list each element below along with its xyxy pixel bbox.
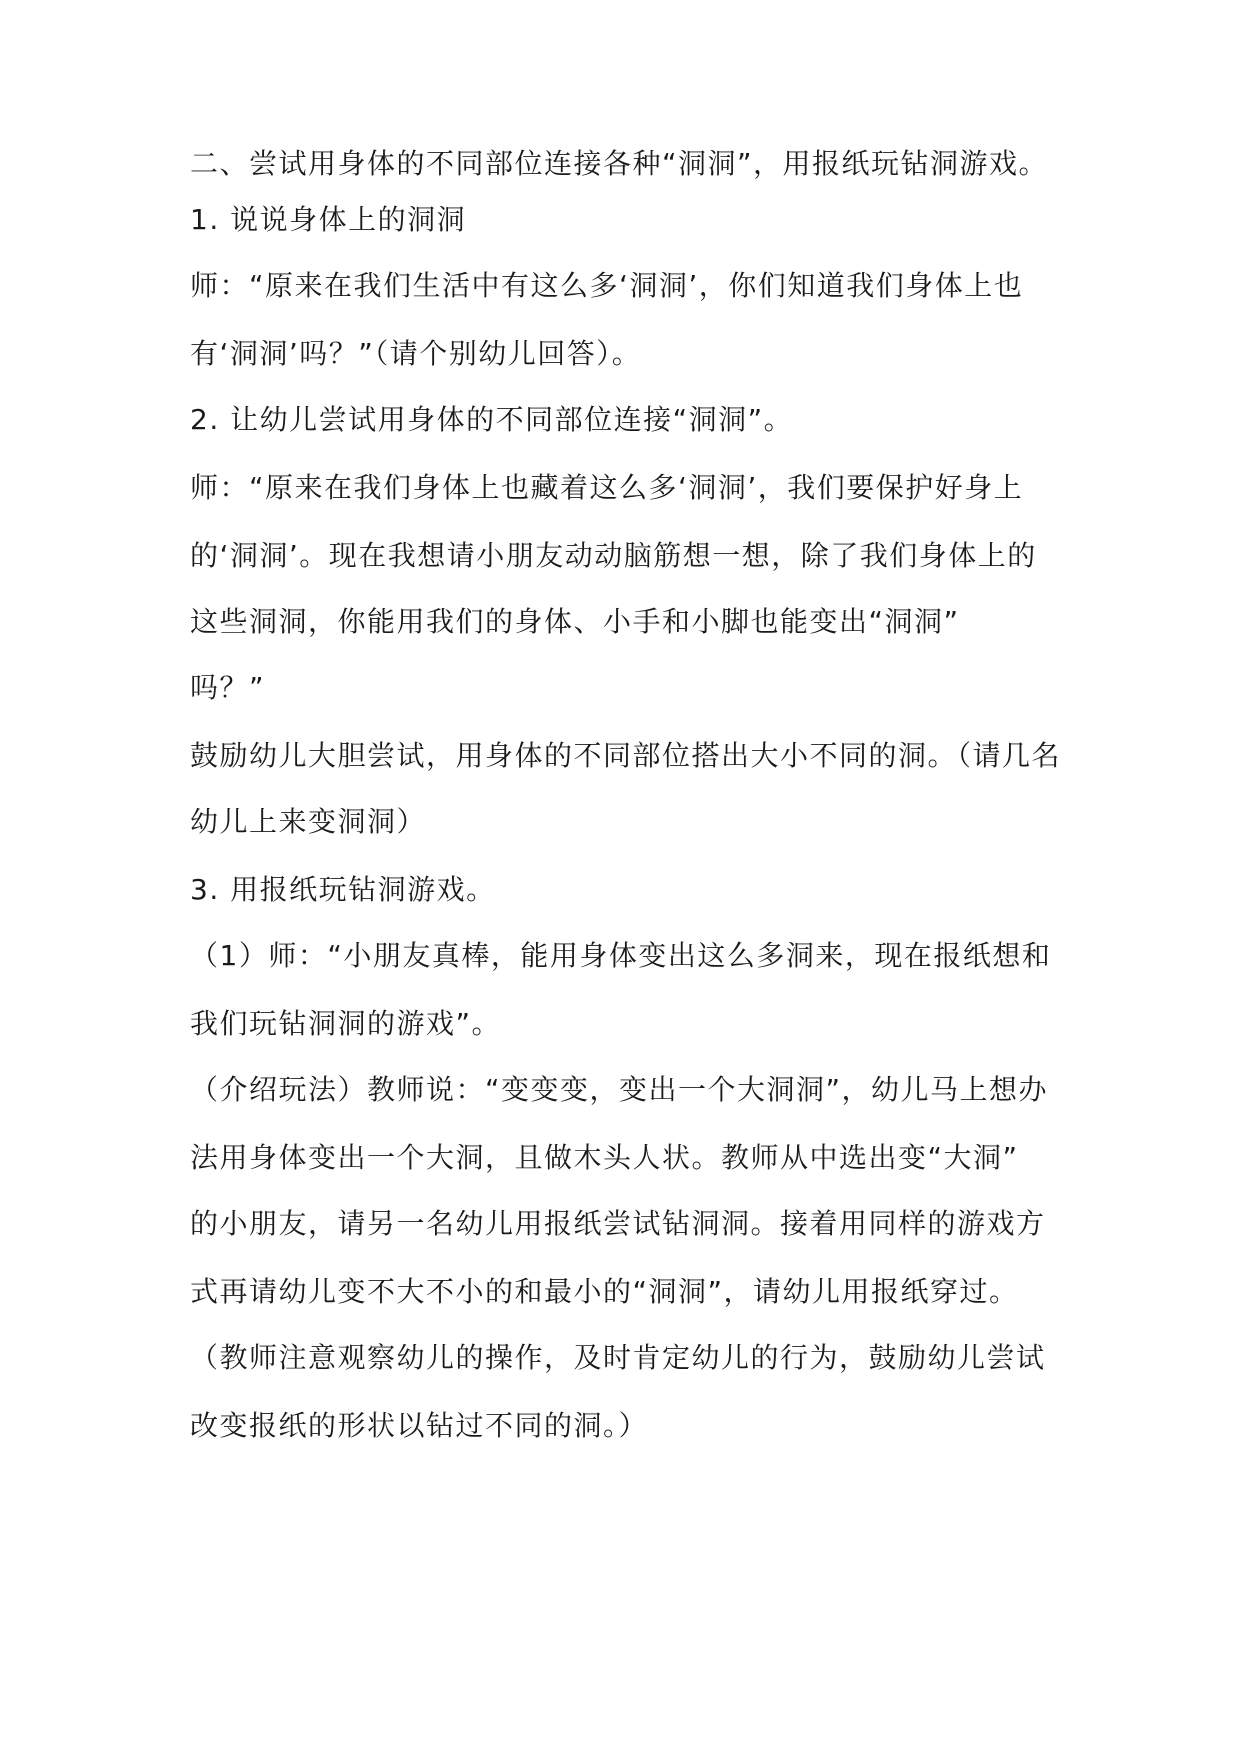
paragraph-line: 式再请幼儿变不大不小的和最小的“洞洞”，请幼儿用报纸穿过。 [190,1275,1019,1308]
paragraph-line: 鼓励幼儿大胆尝试，用身体的不同部位搭出大小不同的洞。（请几名 [190,739,1062,772]
paragraph-line: 有‘洞洞’吗？”（请个别幼儿回答）。 [190,337,642,370]
paragraph-line: 师：“原来在我们身体上也藏着这么多‘洞洞’，我们要保护好身上 [190,471,1024,504]
paragraph-line: 吗？” [190,671,266,704]
paragraph-line: （1）师：“小朋友真棒，能用身体变出这么多洞来，现在报纸想和 [190,939,1052,972]
step-heading-2: 2. 让幼儿尝试用身体的不同部位连接“洞洞”。 [190,403,794,436]
paragraph-line: 的‘洞洞’。现在我想请小朋友动动脑筋想一想，除了我们身体上的 [190,539,1037,572]
paragraph-line: （介绍玩法）教师说：“变变变，变出一个大洞洞”，幼儿马上想办 [190,1073,1049,1106]
section-heading: 二、尝试用身体的不同部位连接各种“洞洞”，用报纸玩钻洞游戏。 [190,147,1049,180]
paragraph-line: 幼儿上来变洞洞） [190,805,427,838]
paragraph-line: 法用身体变出一个大洞，且做木头人状。教师从中选出变“大洞” [190,1141,1019,1174]
paragraph-line: 师：“原来在我们生活中有这么多‘洞洞’，你们知道我们身体上也 [190,269,1024,302]
paragraph-line: 改变报纸的形状以钻过不同的洞。） [190,1409,649,1442]
step-heading-3: 3. 用报纸玩钻洞游戏。 [190,873,496,906]
paragraph-line: （教师注意观察幼儿的操作，及时肯定幼儿的行为，鼓励幼儿尝试 [190,1341,1046,1374]
paragraph-line: 我们玩钻洞洞的游戏”。 [190,1007,502,1040]
step-heading-1: 1. 说说身体上的洞洞 [190,203,467,236]
paragraph-line: 的小朋友，请另一名幼儿用报纸尝试钻洞洞。接着用同样的游戏方 [190,1207,1046,1240]
paragraph-line: 这些洞洞，你能用我们的身体、小手和小脚也能变出“洞洞” [190,605,960,638]
